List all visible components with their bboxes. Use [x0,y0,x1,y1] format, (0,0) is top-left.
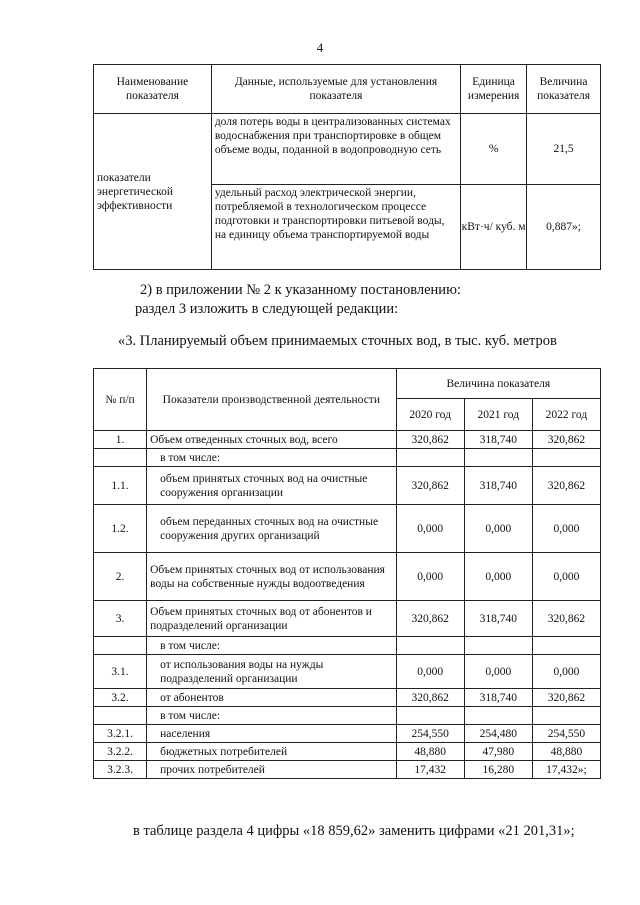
table-row [94,761,601,779]
table-row [94,467,601,505]
row-number: 3.2. [94,689,147,707]
table-row [94,449,601,467]
row-value: 0,000 [464,655,532,689]
table-row [94,725,601,743]
row-value: 318,740 [464,431,532,449]
indicator-unit: кВт·ч/ куб. м [461,185,527,270]
row-value: 320,862 [396,431,464,449]
header-indicator: Показатели производственной деятельности [147,369,396,431]
table-row [94,505,601,553]
row-label: объем принятых сточных вод на очистные сооружения организации [147,467,396,505]
amendment-instruction: раздел 3 изложить в следующей редакции: [135,301,399,317]
row-label: прочих потребителей [147,761,396,779]
header-value-group: Величина показателя [396,369,600,399]
indicator-data: доля потерь воды в централизованных системах водоснабжения при транспортировке в общем объеме воды, поданной в водопроводную сеть [211,114,460,185]
row-number: 1. [94,431,147,449]
indicator-group-name: показатели энергетической эффективности [94,114,212,270]
header-name: Наименование показателя [94,65,212,114]
header-year: 2021 год [464,399,532,431]
row-value: 0,000 [464,553,532,601]
row-label: в том числе: [147,707,396,725]
row-value: 318,740 [464,601,532,637]
row-value: 0,000 [532,655,600,689]
row-number: 3.1. [94,655,147,689]
page-number: 4 [316,40,324,55]
row-value: 320,862 [396,467,464,505]
table-row [94,655,601,689]
amendment-item: 2) в приложении № 2 к указанному постановлению: [140,282,461,298]
row-label: Объем отведенных сточных вод, всего [147,431,396,449]
row-number: 3.2.1. [94,725,147,743]
row-value: 320,862 [532,689,600,707]
row-value: 0,000 [464,505,532,553]
table-row [94,689,601,707]
footer-amendment: в таблице раздела 4 цифры «18 859,62» заменить цифрами «21 201,31»; [133,823,575,839]
header-value: Величина показателя [527,65,601,114]
table2-header-row [94,369,601,399]
table2-body [94,431,601,779]
row-value: 0,000 [396,655,464,689]
row-value [532,707,600,725]
header-data: Данные, используемые для установления показателя [211,65,460,114]
row-number: 1.1. [94,467,147,505]
row-value: 47,980 [464,743,532,761]
row-number: 2. [94,553,147,601]
row-value: 320,862 [532,431,600,449]
row-value [464,637,532,655]
row-number: 3.2.2. [94,743,147,761]
row-value [532,449,600,467]
row-value [396,637,464,655]
row-value: 320,862 [532,467,600,505]
header-year: 2022 год [532,399,600,431]
row-value [396,449,464,467]
row-value: 17,432»; [532,761,600,779]
row-value: 318,740 [464,467,532,505]
row-value: 0,000 [396,505,464,553]
table-row [94,637,601,655]
row-value: 254,550 [396,725,464,743]
row-value: 254,550 [532,725,600,743]
row-value: 0,000 [396,553,464,601]
row-number: 1.2. [94,505,147,553]
row-number [94,449,147,467]
table-row [94,601,601,637]
row-value: 318,740 [464,689,532,707]
row-label: в том числе: [147,449,396,467]
header-no: № п/п [94,369,147,431]
row-value: 0,000 [532,505,600,553]
row-number [94,637,147,655]
row-value [464,449,532,467]
indicator-unit: % [461,114,527,185]
row-value: 0,000 [532,553,600,601]
header-unit: Единица измерения [461,65,527,114]
indicator-value: 0,887»; [527,185,601,270]
row-label: бюджетных потребителей [147,743,396,761]
table-row [94,431,601,449]
table-row [94,743,601,761]
row-number: 3. [94,601,147,637]
indicator-value: 21,5 [527,114,601,185]
table1-header-row [94,65,601,114]
row-value [532,637,600,655]
row-value: 254,480 [464,725,532,743]
row-label: населения [147,725,396,743]
row-label: объем переданных сточных вод на очистные сооружения других организаций [147,505,396,553]
row-label: Объем принятых сточных вод от абонентов и подразделений организации [147,601,396,637]
table-row [94,707,601,725]
row-value: 16,280 [464,761,532,779]
row-label: от абонентов [147,689,396,707]
row-label: Объем принятых сточных вод от использования воды на собственные нужды водоотведения [147,553,396,601]
row-label: от использования воды на нужды подразделений организации [147,655,396,689]
row-value [396,707,464,725]
wastewater-volume-table [93,368,601,779]
row-value: 320,862 [396,601,464,637]
row-value [464,707,532,725]
energy-efficiency-table [93,64,601,270]
indicator-data: удельный расход электрической энергии, потребляемой в технологическом процессе подготовки и транспортировки питьевой воды, на единицу объема транспортируемой воды [211,185,460,270]
row-value: 17,432 [396,761,464,779]
row-value: 48,880 [396,743,464,761]
section-title: «3. Планируемый объем принимаемых сточных вод, в тыс. куб. метров [118,333,557,349]
header-year: 2020 год [396,399,464,431]
row-value: 320,862 [532,601,600,637]
row-number [94,707,147,725]
row-value: 320,862 [396,689,464,707]
table-row [94,553,601,601]
table1-row [94,114,601,185]
row-value: 48,880 [532,743,600,761]
row-label: в том числе: [147,637,396,655]
row-number: 3.2.3. [94,761,147,779]
